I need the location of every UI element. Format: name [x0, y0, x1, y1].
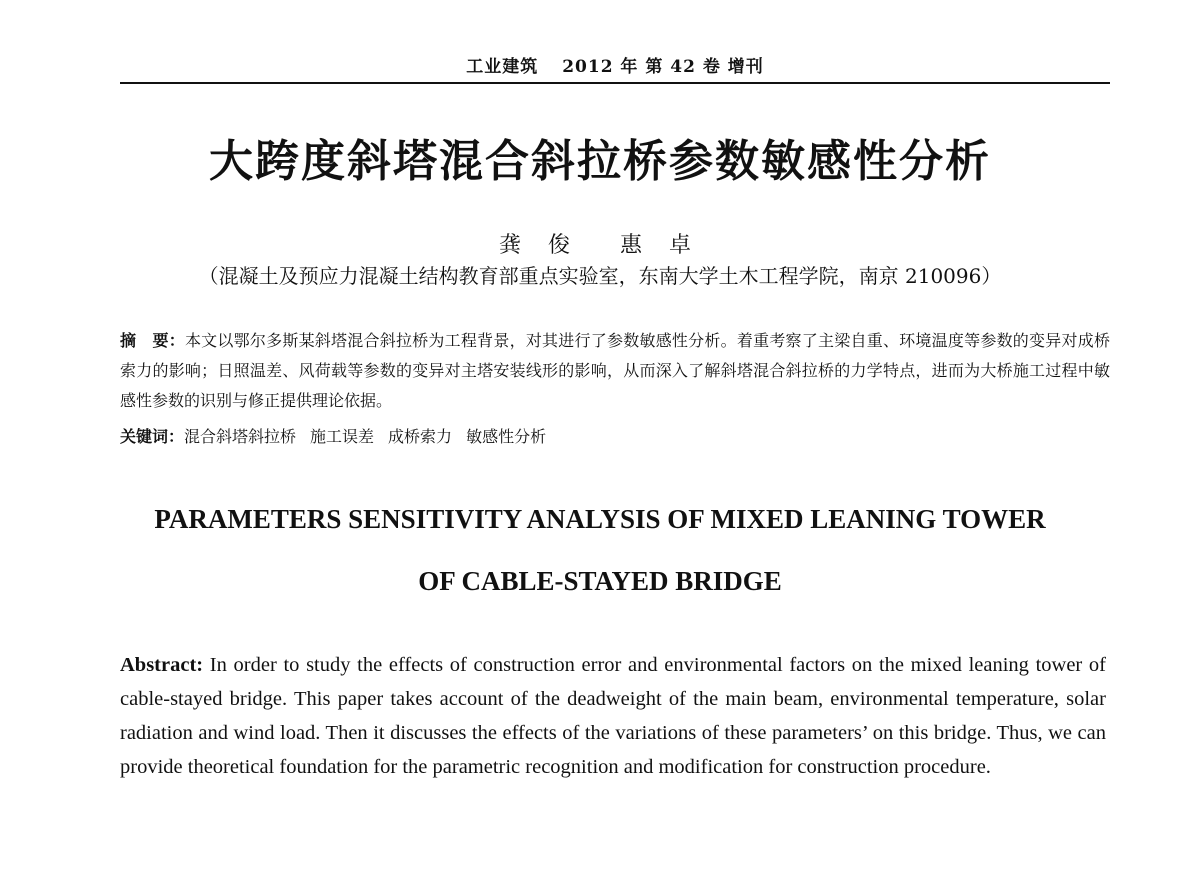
issue-info: 2012 年 第 42 卷 增刊: [562, 57, 764, 77]
chinese-abstract: [120, 326, 1110, 416]
keyword: 成桥索力: [388, 427, 453, 446]
author-list: [0, 228, 1200, 259]
journal-name: 工业建筑: [466, 57, 539, 77]
keyword: 施工误差: [310, 427, 375, 446]
chinese-abstract-label: 摘 要：: [120, 331, 185, 350]
english-abstract-label: Abstract:: [120, 654, 204, 676]
keywords-label: 关键词：: [120, 427, 185, 446]
english-title-line-1: PARAMETERS SENSITIVITY ANALYSIS OF MIXED LEANING TOWER: [154, 504, 1046, 534]
running-header: [120, 52, 1110, 77]
chinese-keywords: [120, 422, 1110, 452]
english-abstract-text: In order to study the effects of construction error and environmental factors on the mixed leaning tower of cable-stayed bridge. This paper takes account of the deadweight of the main beam, environmental temperature, solar radiation and wind load. Then it discusses the effects of the variations of these parameters’ on this bridge. Thus, we can provide theoretical foundation for the parametric recognition and modification for construction procedure.: [120, 654, 1106, 778]
chinese-abstract-text: 本文以鄂尔多斯某斜塔混合斜拉桥为工程背景，对其进行了参数敏感性分析。着重考察了主梁自重、环境温度等参数的变异对成桥索力的影响；日照温差、风荷载等参数的变异对主塔安装线形的影响，从而深入了解斜塔混合斜拉桥的力学特点，进而为大桥施工过程中敏感性参数的识别与修正提供理论依据。: [120, 331, 1110, 410]
keyword: 混合斜塔斜拉桥: [184, 427, 297, 446]
author-1: 龚 俊: [499, 233, 580, 258]
chinese-title: 大跨度斜塔混合斜拉桥参数敏感性分析: [209, 136, 991, 187]
english-abstract: [120, 648, 1106, 784]
header-rule: [120, 82, 1110, 84]
author-2: 惠 卓: [620, 233, 701, 258]
english-title-line-2: OF CABLE-STAYED BRIDGE: [418, 566, 782, 596]
keyword: 敏感性分析: [466, 427, 547, 446]
affiliation: （混凝土及预应力混凝土结构教育部重点实验室，东南大学土木工程学院，南京 210096）: [198, 264, 1002, 288]
